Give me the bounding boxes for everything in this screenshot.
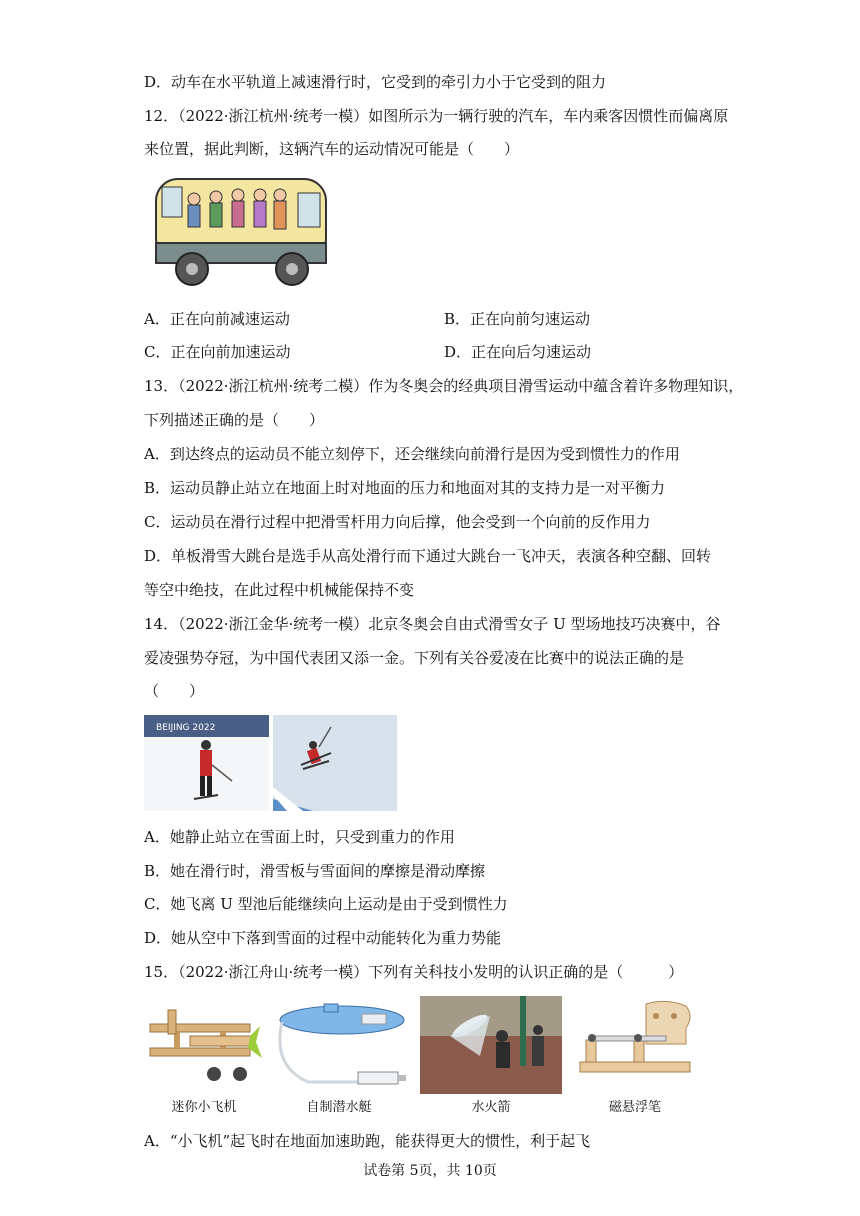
q12-option-b: B．正在向前匀速运动	[444, 310, 591, 328]
water-rocket-image	[420, 996, 562, 1094]
svg-text:BEIJING 2022: BEIJING 2022	[156, 723, 216, 733]
q12-option-c: C．正在向前加速运动	[144, 343, 291, 361]
q13-option-d-line2: 等空中绝技，在此过程中机械能保持不变	[144, 581, 415, 599]
q13-stem-line2: 下列描述正确的是（ ）	[144, 411, 325, 429]
q15-option-a: A．“小飞机”起飞时在地面加速助跑，能获得更大的惯性，利于起飞	[144, 1132, 591, 1150]
homemade-submarine-image	[268, 996, 410, 1094]
maglev-pen-image	[570, 996, 700, 1094]
q11-option-d: D．动车在水平轨道上减速滑行时，它受到的牵引力小于它受到的阻力	[144, 73, 607, 91]
skier-standing-image	[144, 715, 269, 811]
q14-option-c: C．她飞离 U 型池后能继续向上运动是由于受到惯性力	[144, 895, 508, 913]
skier-jumping-image	[273, 715, 397, 811]
mini-airplane-image	[144, 996, 264, 1094]
q12-option-d: D．正在向后匀速运动	[444, 343, 592, 361]
q12-stem-line2: 来位置，据此判断，这辆汽车的运动情况可能是（ ）	[144, 140, 520, 158]
bus-image	[152, 173, 330, 291]
q13-option-c: C．运动员在滑行过程中把滑雪杆用力向后撑，他会受到一个向前的反作用力	[144, 513, 651, 531]
q14-option-b: B．她在滑行时，滑雪板与雪面间的摩擦是滑动摩擦	[144, 862, 486, 880]
q13-option-b: B．运动员静止站立在地面上时对地面的压力和地面对其的支持力是一对平衡力	[144, 479, 666, 497]
q14-stem-line2: 爱凌强势夺冠，为中国代表团又添一金。下列有关谷爱凌在比赛中的说法正确的是	[144, 649, 685, 667]
caption-water-rocket: 水火箭	[471, 1100, 511, 1115]
q13-option-a: A．到达终点的运动员不能立刻停下，还会继续向前滑行是因为受到惯性力的作用	[144, 445, 680, 463]
q14-stem-line3: （ ）	[144, 682, 205, 700]
q14-option-d: D．她从空中下落到雪面的过程中动能转化为重力势能	[144, 929, 502, 947]
q12-option-a: A．正在向前减速运动	[144, 310, 290, 328]
q14-option-a: A．她静止站立在雪面上时，只受到重力的作用	[144, 828, 455, 846]
q15-stem-line1: 15．（2022·浙江舟山·统考一模）下列有关科技小发明的认识正确的是（ ）	[144, 963, 684, 981]
caption-mini-airplane: 迷你小飞机	[171, 1100, 237, 1115]
q13-stem-line1: 13．（2022·浙江杭州·统考二模）作为冬奥会的经典项目滑雪运动中蕴含着许多物理知识，	[144, 377, 744, 395]
q13-option-d-line1: D．单板滑雪大跳台是选手从高处滑行而下通过大跳台一飞冲天，表演各种空翻、回转	[144, 547, 712, 565]
caption-homemade-submarine: 自制潜水艇	[306, 1100, 372, 1115]
q14-stem-line1: 14．（2022·浙江金华·统考一模）北京冬奥会自由式滑雪女子 U 型场地技巧决赛中，谷	[144, 615, 721, 633]
q12-stem-line1: 12．（2022·浙江杭州·统考一模）如图所示为一辆行驶的汽车，车内乘客因惯性而偏离原	[144, 107, 729, 125]
page-footer: 试卷第 5页，共 10页	[363, 1163, 497, 1179]
caption-maglev-pen: 磁悬浮笔	[608, 1100, 661, 1115]
